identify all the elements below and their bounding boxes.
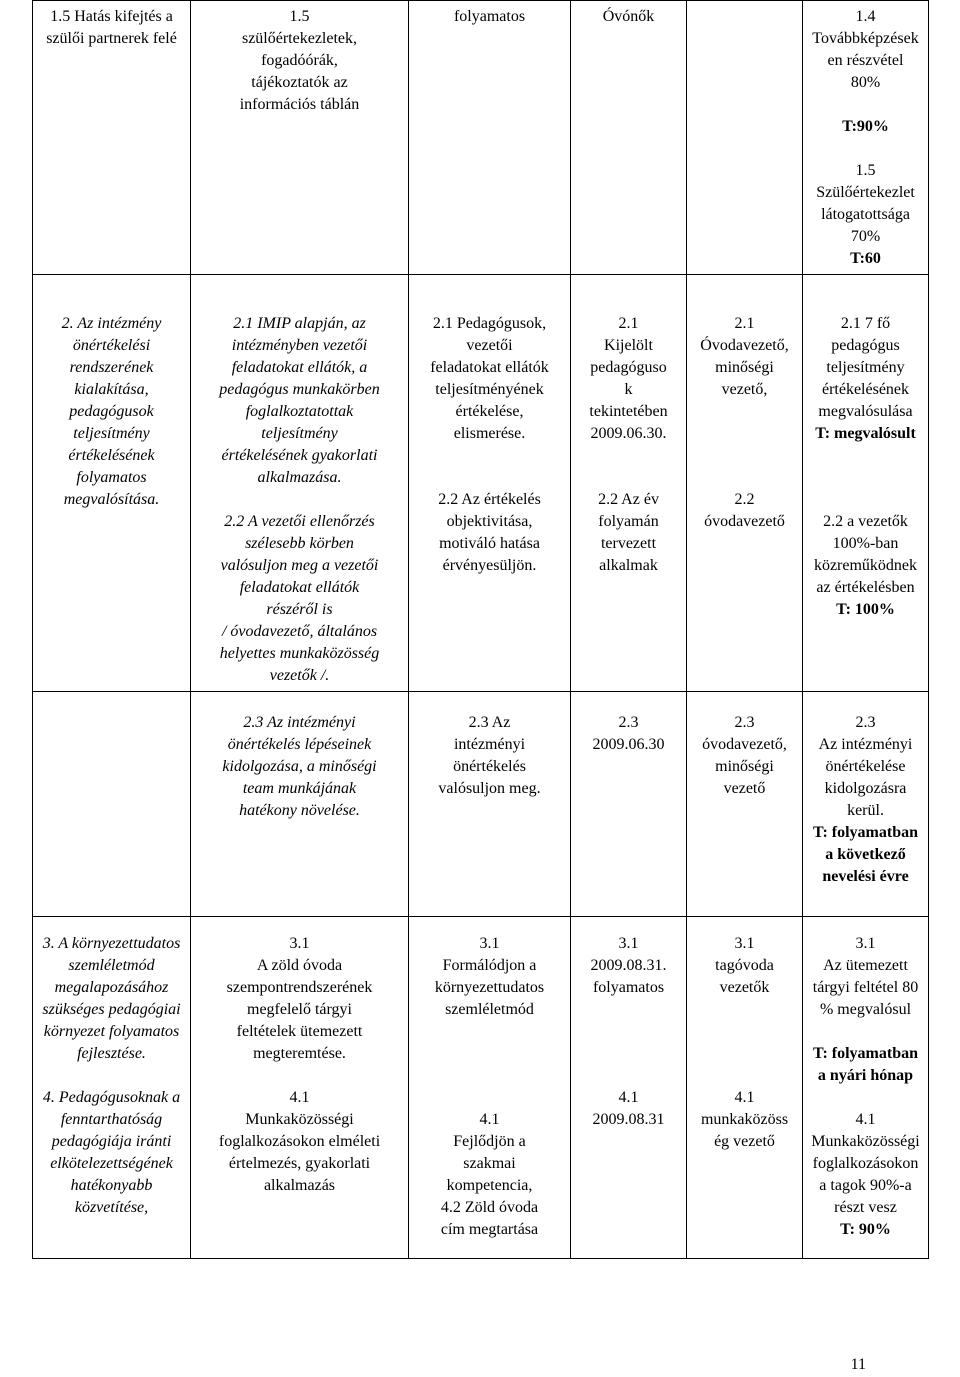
responsible-text: 2.3 óvodavezető, minőségi vezető [702, 714, 787, 797]
responsible-cell [687, 275, 803, 692]
task-text: 2.1 IMIP alapján, az intézményben vezetői feladatokat ellátók, a pedagógus munkakörben foglalkoztatottak teljesítmény értékelésének gyakorlati alkalmazása. [219, 315, 380, 486]
indicator-target: T: folyamatban a nyári hónap [812, 1045, 919, 1084]
goal-text: 4. Pedagógusoknak a fenntarthatóság pedagógiája iránti elkötelezettségének hatékonyabb közvetítése, [42, 1089, 181, 1216]
responsible-text: 2.1 Óvodavezető, minőségi vezető, [700, 315, 789, 398]
goal-text: 3. A környezettudatos szemléletmód megalapozásához szükséges pedagógiai környezet folyamatos fejlesztése. [42, 935, 181, 1062]
table-row [33, 917, 929, 1259]
indicator-target: T: folyamatban a következő nevelési évre [812, 824, 919, 885]
criteria-cell [409, 275, 571, 692]
responsible-cell [687, 917, 803, 1259]
criteria-text: 2.1 Pedagógusok, vezetői feladatokat ellátók teljesítményének értékelése, elismerése. [430, 315, 549, 442]
goal-cell [33, 692, 191, 917]
goal-cell [33, 917, 191, 1259]
indicator-text: 1.4 Továbbképzések en részvétel 80% [812, 8, 919, 91]
page-number: 11 [850, 1356, 866, 1373]
responsible-cell [687, 692, 803, 917]
task-cell [191, 1, 409, 275]
goal-text: 1.5 Hatás kifejtés a szülői partnerek felé [46, 8, 177, 47]
task-text: 3.1 A zöld óvoda szempontrendszerének megfelelő tárgyi feltételek ütemezett megteremtése. [226, 935, 373, 1062]
deadline-text: 4.1 2009.08.31 [592, 1089, 665, 1128]
indicator-text: 2.2 a vezetők 100%-ban közreműködnek az értékelésben [813, 513, 918, 596]
criteria-cell [409, 1, 571, 275]
goal-cell [33, 1, 191, 275]
action-plan-table [32, 0, 929, 1259]
table-row [33, 692, 929, 917]
task-cell [191, 275, 409, 692]
responsible-text: 2.2 óvodavezető [704, 491, 785, 530]
indicator-target: T:90% [842, 118, 889, 135]
deadline-cell [571, 692, 687, 917]
task-cell [191, 917, 409, 1259]
deadline-text: 2.1 Kijelölt pedagóguso k tekintetében 2009.06.30. [589, 315, 668, 442]
indicator-cell [803, 1, 929, 275]
deadline-text: 2.2 Az év folyamán tervezett alkalmak [598, 491, 659, 574]
task-text: 1.5 szülőértekezletek, fogadóórák, tájékoztatók az információs táblán [239, 8, 360, 113]
task-text: 4.1 Munkaközösségi foglalkozásokon elméleti értelmezés, gyakorlati alkalmazás [218, 1089, 381, 1194]
indicator-text: 2.3 Az intézményi önértékelése kidolgozásra kerül. [818, 714, 913, 819]
indicator-text: 1.5 Szülőértekezlet látogatottsága 70% [816, 162, 915, 245]
indicator-text: 3.1 Az ütemezett tárgyi feltétel 80 % megvalósul [812, 935, 919, 1018]
deadline-cell [571, 917, 687, 1259]
indicator-target: T:60 [850, 250, 881, 267]
criteria-text: folyamatos [453, 8, 526, 25]
goal-text: 2. Az intézmény önértékelési rendszerének kialakítása, pedagógusok teljesítmény értékelésének folyamatos megvalósítása. [61, 315, 162, 508]
table-row [33, 1, 929, 275]
deadline-cell [571, 1, 687, 275]
indicator-text: 4.1 Munkaközösségi foglalkozásokon a tagok 90%-a részt vesz [811, 1111, 920, 1216]
deadline-text: Óvónők [602, 8, 655, 25]
task-cell [191, 692, 409, 917]
indicator-target: T: 90% [840, 1221, 891, 1238]
criteria-text: 2.3 Az intézményi önértékelés valósuljon meg. [438, 714, 541, 797]
criteria-cell [409, 692, 571, 917]
criteria-text: 2.2 Az értékelés objektivitása, motiváló hatása érvényesüljön. [438, 491, 541, 574]
responsible-cell [687, 1, 803, 275]
indicator-target: T: megvalósult [815, 425, 916, 442]
criteria-cell [409, 917, 571, 1259]
responsible-text: 4.1 munkaközöss ég vezető [700, 1089, 789, 1150]
indicator-cell [803, 275, 929, 692]
indicator-cell [803, 917, 929, 1259]
deadline-cell [571, 275, 687, 692]
goal-cell [33, 275, 191, 692]
task-text: 2.2 A vezetői ellenőrzés szélesebb körben valósuljon meg a vezetői feladatokat ellátók részéről is / óvodavezető, általános helyettes munkaközösség vezetők /. [219, 513, 380, 684]
indicator-cell [803, 692, 929, 917]
table-row [33, 275, 929, 692]
indicator-text: 2.1 7 fő pedagógus teljesítmény értékelésének megvalósulása [818, 315, 913, 420]
responsible-text: 3.1 tagóvoda vezetők [715, 935, 774, 996]
deadline-text: 3.1 2009.08.31. folyamatos [590, 935, 667, 996]
criteria-text: 3.1 Formálódjon a környezettudatos szemléletmód [434, 935, 545, 1018]
indicator-target: T: 100% [836, 601, 895, 618]
criteria-text: 4.1 Fejlődjön a szakmai kompetencia, 4.2 Zöld óvoda cím megtartása [440, 1111, 539, 1238]
task-text: 2.3 Az intézményi önértékelés lépéseinek kidolgozása, a minőségi team munkájának hatékony növelése. [222, 714, 377, 819]
deadline-text: 2.3 2009.06.30 [592, 714, 665, 753]
